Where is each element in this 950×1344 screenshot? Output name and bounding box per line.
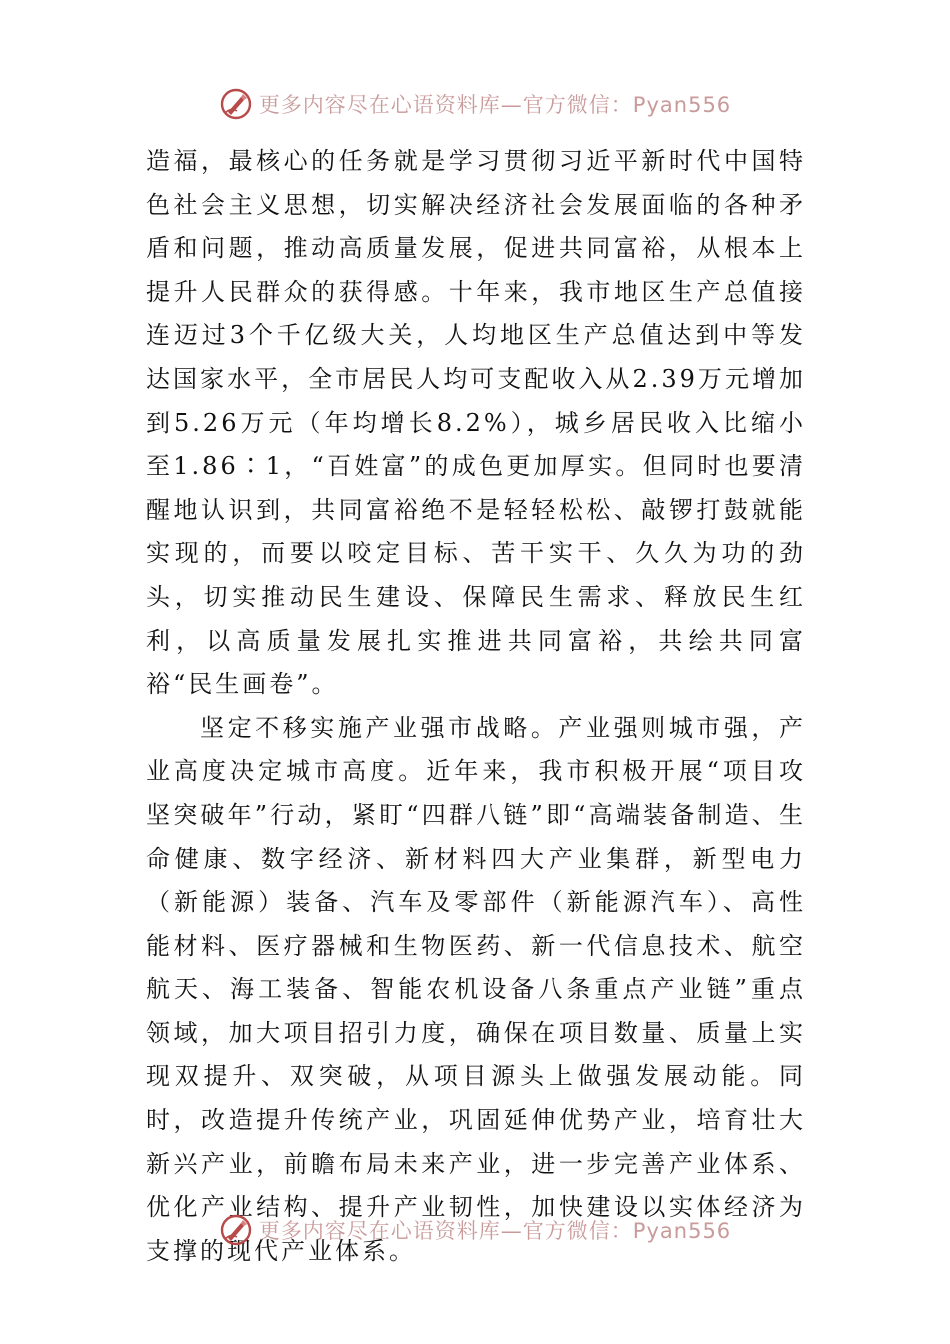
paragraph-common-prosperity: 造福，最核心的任务就是学习贯彻习近平新时代中国特色社会主义思想，切实解决经济社会发展面临的各种矛盾和问题，推动高质量发展，促进共同富裕，从根本上提升人民群众的获得感。十年来，我市地区生产总值接连迈过3个千亿级大关，人均地区生产总值达到中等发达国家水平，全市居民人均可支配收入从2.39万元增加到5.26万元（年均增长8.2%），城乡居民收入比缩小至1.86∶1，“百姓富”的成色更加厚实。但同时也要清醒地认识到，共同富裕绝不是轻轻松松、敲锣打鼓就能实现的，而要以咬定目标、苦干实干、久久为功的劲头，切实推动民生建设、保障民生需求、释放民生红利，以高质量发展扎实推进共同富裕，共绘共同富裕“民生画卷”。 — [146, 147, 806, 699]
header-banner-text: 更多内容尽在心语资料库—官方微信：Pyan556 — [258, 93, 732, 117]
document-body — [146, 140, 806, 1273]
header-banner — [0, 84, 950, 124]
pen-circle-logo-icon — [219, 1213, 253, 1247]
pen-circle-logo-icon — [219, 87, 253, 121]
paragraph-industry-strategy: 坚定不移实施产业强市战略。产业强则城市强，产业高度决定城市高度。近年来，我市积极开展“项目攻坚突破年”行动，紧盯“四群八链”即“高端装备制造、生命健康、数字经济、新材料四大产业集群，新型电力（新能源）装备、汽车及零部件（新能源汽车）、高性能材料、医疗器械和生物医药、新一代信息技术、航空航天、海工装备、智能农机设备八条重点产业链”重点领域，加大项目招引力度，确保在项目数量、质量上实现双提升、双突破，从项目源头上做强发展动能。同时，改造提升传统产业，巩固延伸优势产业，培育壮大新兴产业，前瞻布局未来产业，进一步完善产业体系、优化产业结构、提升产业韧性，加快建设以实体经济为支撑的现代产业体系。 — [146, 713, 806, 1265]
footer-banner — [0, 1210, 950, 1250]
footer-banner-text: 更多内容尽在心语资料库—官方微信：Pyan556 — [258, 1219, 732, 1243]
